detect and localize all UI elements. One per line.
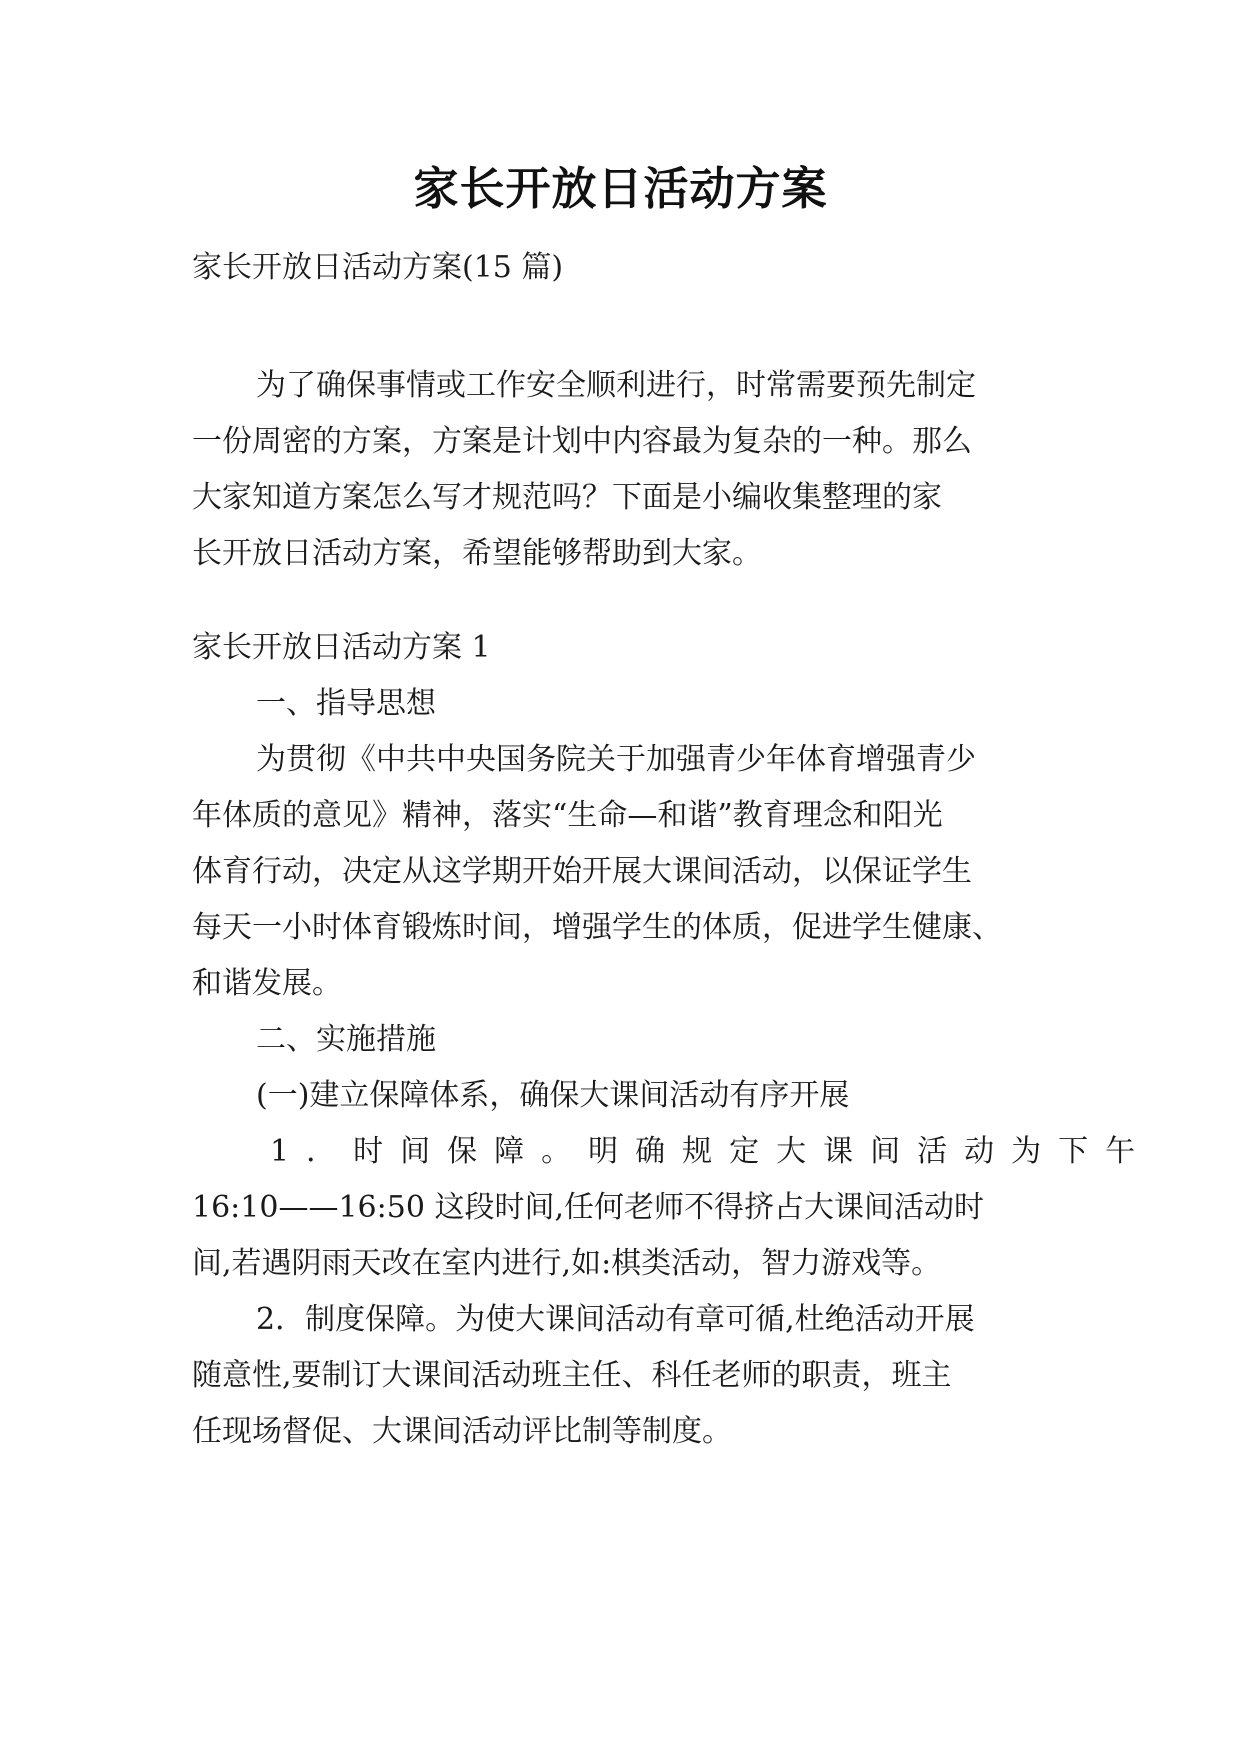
document-title: 家长开放日活动方案 <box>413 162 828 215</box>
section-title: 家长开放日活动方案 1 <box>192 630 491 665</box>
heading-guiding-thought: 一、指导思想 <box>256 686 436 721</box>
document-subtitle: 家长开放日活动方案(15 篇) <box>192 250 564 285</box>
intro-paragraph: 为了确保事情或工作安全顺利进行，时常需要预先制定 一份周密的方案，方案是计划中内容最为复杂的一种。那么 大家知道方案怎么写才规范吗？下面是小编收集整理的家 长开放日活动方案，希望能够帮助到大家。 <box>192 368 976 571</box>
item-2-first-line: 2．制度保障。为使大课间活动有章可循,杜绝活动开展 <box>256 1302 975 1337</box>
item-1-first-line: 1．时间保障。明确规定大课间活动为下午 <box>270 1134 1153 1169</box>
section-1-body: 家长开放日活动方案 1 一、指导思想 为贯彻《中共中央国务院关于加强青少年体育增强青少 年体质的意见》精神，落实“生命—和谐”教育理念和阳光 体育行动，决定从这学期开始开展大课间活动，以保证学生 每天一小时体育锻炼时间，增强学生的体质，促进学生健康、 和谐发展。 二、实施措施 (一)建立保障体系，确保大课间活动有序开展 1．时间保障。明确规定大课间活动为下午 16:10——16:50 这段时间,任何老师不得挤占大课间活动时 间,若遇阴雨天改在室内进行,如:棋类活动，智力游戏等。 2．制度保障。为使大课间活动有章可循,杜绝活动开展 随意性,要制订大课间活动班主任、科任老师的职责，班主 任现场督促、大课间活动评比制等制度。 <box>192 620 1052 1460</box>
heading-measures: 二、实施措施 <box>256 1022 436 1057</box>
subheading-1: (一)建立保障体系，确保大课间活动有序开展 <box>256 1078 850 1113</box>
